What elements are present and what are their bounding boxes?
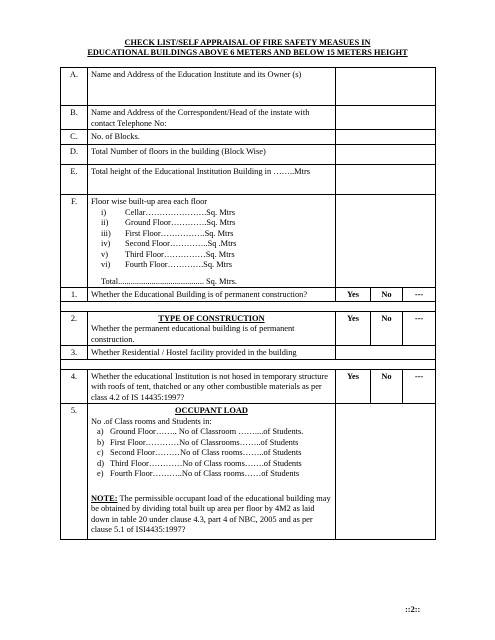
document-title-line-2: EDUCATIONAL BUILDINGS ABOVE 6 METERS AND BELOW 15 METERS HEIGHT bbox=[87, 48, 408, 57]
row-number: B. bbox=[61, 106, 88, 130]
answer-cell[interactable] bbox=[336, 145, 436, 165]
occupant-item: e) Fourth Floor………..No of Class rooms……of Students bbox=[97, 469, 300, 478]
row-e bbox=[61, 165, 436, 195]
na-option[interactable]: --- bbox=[403, 369, 436, 404]
row-text: Whether the educational Institution is not hosed in temporary structure with roofs of tent, thatched or any other combustible materials as per class 4.2 of IS 14435:1997? bbox=[88, 369, 336, 404]
row-number: 4. bbox=[61, 369, 88, 404]
row-number: F. bbox=[61, 195, 88, 288]
row-number: 1. bbox=[61, 288, 88, 302]
row-gap bbox=[61, 301, 436, 311]
row-number: D. bbox=[61, 145, 88, 165]
row-text: Whether the Educational Building is of permanent construction? bbox=[88, 288, 336, 302]
occupant-item: b) First Floor…………No of Classrooms……..of Students bbox=[97, 437, 299, 447]
no-option[interactable]: No bbox=[371, 288, 403, 302]
floor-area-total: Total......................................... Sq. Mtrs. bbox=[101, 276, 237, 286]
section-heading: TYPE OF CONSTRUCTION bbox=[158, 313, 265, 323]
yes-option[interactable]: Yes bbox=[336, 311, 371, 346]
no-option[interactable]: No bbox=[371, 311, 403, 346]
row-text: Total height of the Educational Institution Building in ……..Mtrs bbox=[88, 165, 336, 195]
row-4 bbox=[61, 369, 436, 404]
row-text: Name and Address of the Correspondent/Head of the instate with contact Telephone No: bbox=[88, 106, 336, 130]
occupant-item: a) Ground Floor…….. No of Classroom ……....of Students. bbox=[97, 427, 304, 436]
answer-cell[interactable] bbox=[336, 106, 436, 130]
floor-area-heading: Floor wise built-up area each floor bbox=[91, 197, 208, 206]
occupant-item: c) Second Floor………No of Class rooms……..of Students bbox=[97, 448, 302, 457]
page-number: ::2:: bbox=[405, 605, 421, 614]
na-option[interactable]: --- bbox=[403, 311, 436, 346]
row-text: Whether Residential / Hostel facility provided in the building bbox=[88, 346, 336, 360]
row-number: 2. bbox=[61, 311, 88, 346]
answer-cell[interactable] bbox=[336, 68, 436, 106]
floor-area-item: i) Cellar………………….Sq. Mtrs bbox=[101, 207, 236, 217]
row-f bbox=[61, 195, 436, 288]
floor-area-item: iii) First Floor…………….Sq. Mtrs bbox=[101, 228, 234, 238]
yes-option[interactable]: Yes bbox=[336, 288, 371, 302]
row-text: Total Number of floors in the building (Block Wise) bbox=[88, 145, 336, 165]
row-text: Name and Address of the Education Institute and its Owner (s) bbox=[88, 68, 336, 106]
row-d bbox=[61, 145, 436, 165]
yes-option[interactable]: Yes bbox=[336, 369, 371, 404]
row-number: E. bbox=[61, 165, 88, 195]
occupant-item: d) Third Floor…………No of Class rooms…….of Students bbox=[97, 458, 302, 468]
document-title-line-1: CHECK LIST/SELF APPRAISAL OF FIRE SAFETY MEASUES IN bbox=[124, 38, 371, 47]
row-text: Whether the permanent educational building is of permanent construction. bbox=[91, 324, 295, 344]
floor-area-item: ii) Ground Floor………….Sq. Mtrs bbox=[101, 218, 236, 227]
answer-cell[interactable] bbox=[336, 404, 436, 540]
checklist-table bbox=[60, 67, 436, 540]
floor-area-item: v) Third Floor……………Sq. Mtrs bbox=[101, 249, 235, 259]
answer-cell[interactable] bbox=[336, 130, 436, 145]
floor-area-item: iv) Second Floor…………..Sq .Mtrs bbox=[101, 239, 237, 248]
row-number: 5. bbox=[61, 404, 88, 540]
row-number: C. bbox=[61, 130, 88, 145]
row-number: A. bbox=[61, 68, 88, 106]
answer-cell[interactable] bbox=[336, 165, 436, 195]
row-number: 3. bbox=[61, 346, 88, 360]
row-1 bbox=[61, 288, 436, 302]
row-text: No. of Blocks. bbox=[88, 130, 336, 145]
row-gap bbox=[61, 359, 436, 369]
row-3 bbox=[61, 346, 436, 360]
row-a bbox=[61, 68, 436, 106]
occupant-note: NOTE: The permissible occupant load of the educational building may be obtained by dividing total built up area per floor by 4M2 as laid down in table 20 under clause 4.3, part 4 of NBC, 2005 and as per clause 5.1 of ISI4435:1997? bbox=[91, 493, 331, 534]
floor-area-item: vi) Fourth Floor………….Sq. Mtrs bbox=[101, 260, 233, 269]
section-heading: OCCUPANT LOAD bbox=[175, 406, 248, 415]
no-option[interactable]: No bbox=[371, 369, 403, 404]
answer-cell[interactable] bbox=[336, 346, 436, 360]
row-c bbox=[61, 130, 436, 145]
row-2 bbox=[61, 311, 436, 346]
row-5 bbox=[61, 404, 436, 540]
occupant-intro: No .of Class rooms and Students in: bbox=[91, 416, 212, 426]
answer-cell[interactable] bbox=[336, 195, 436, 288]
row-b bbox=[61, 106, 436, 130]
na-option[interactable]: --- bbox=[403, 288, 436, 302]
